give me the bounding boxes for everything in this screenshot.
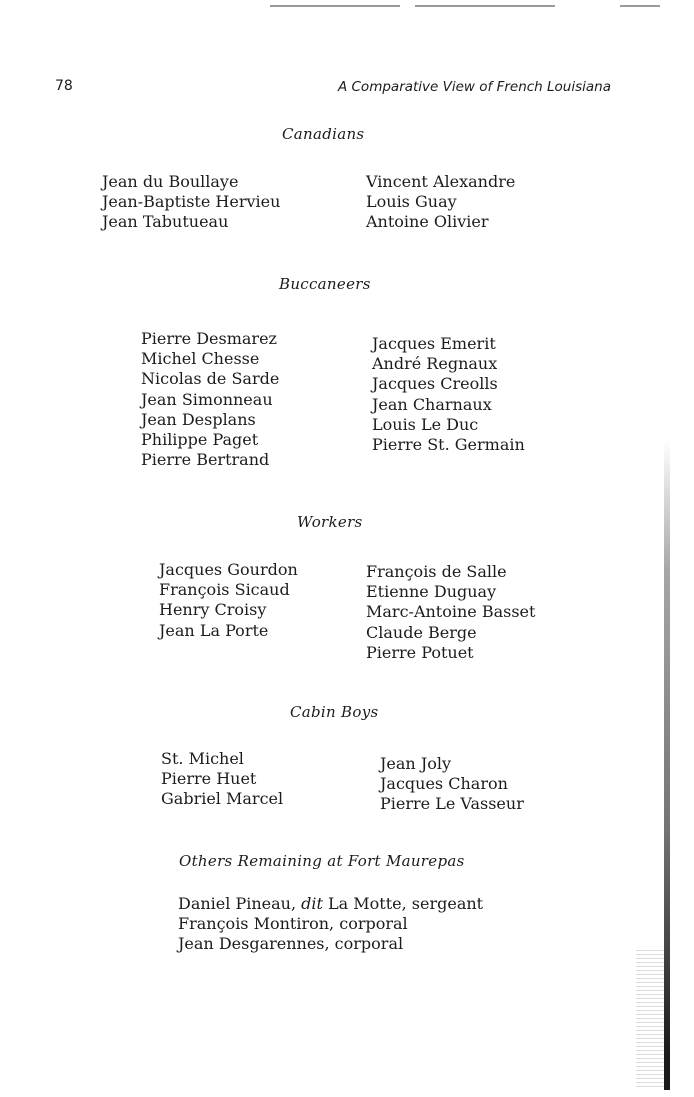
list-item: Jean-Baptiste Hervieu — [102, 192, 281, 212]
buccaneers-left-column — [141, 329, 279, 470]
list-item: Nicolas de Sarde — [141, 369, 280, 389]
list-item: Jean La Porte — [159, 620, 269, 640]
list-item: Marc-Antoine Basset — [366, 602, 536, 622]
list-item: Jean Desgarennes, corporal — [178, 934, 404, 954]
section-title-workers: Workers — [297, 513, 363, 531]
list-item: Jean Charnaux — [372, 394, 492, 414]
workers-right-column — [366, 562, 535, 663]
page-number: 78 — [55, 78, 73, 94]
list-item: Pierre Le Vasseur — [380, 794, 524, 814]
list-item: Philippe Paget — [141, 430, 259, 450]
others-line1-name: Daniel Pineau, — [178, 894, 297, 913]
list-item: Pierre Desmarez — [141, 329, 277, 348]
list-item: François Montiron, corporal — [178, 914, 408, 934]
section-title-cabin-boys: Cabin Boys — [290, 703, 379, 721]
list-item: St. Michel — [161, 749, 244, 768]
others-line1-rest: La Motte, sergeant — [328, 894, 484, 913]
list-item: Jacques Creolls — [372, 374, 498, 394]
scan-rule-right — [415, 5, 555, 7]
list-item: Pierre Potuet — [366, 642, 474, 662]
others-line1-dit: dit — [301, 894, 323, 913]
running-head: A Comparative View of French Louisiana — [337, 79, 611, 95]
list-item: Claude Berge — [366, 622, 477, 642]
list-item: Jean du Boullaye — [102, 172, 239, 191]
list-item: Gabriel Marcel — [161, 789, 284, 809]
list-item: Pierre St. Germain — [372, 435, 525, 455]
workers-left-column — [159, 560, 298, 641]
list-item: Henry Croisy — [159, 600, 267, 620]
list-item: Etienne Duguay — [366, 582, 497, 602]
list-item: Pierre Huet — [161, 769, 257, 789]
canadians-left-column — [102, 172, 280, 233]
list-item: Jacques Gourdon — [159, 560, 298, 579]
list-item: Jean Tabutueau — [102, 212, 229, 232]
scan-rule-far — [620, 5, 660, 7]
canadians-right-column — [366, 172, 515, 233]
scan-rule-left — [270, 5, 400, 7]
cabin-boys-left-column — [161, 749, 283, 810]
list-item: François de Salle — [366, 562, 507, 581]
buccaneers-right-column — [372, 334, 525, 455]
list-item: André Regnaux — [372, 354, 498, 374]
list-item: Jacques Charon — [380, 774, 508, 794]
section-title-others: Others Remaining at Fort Maurepas — [179, 852, 465, 870]
list-item: Michel Chesse — [141, 349, 260, 369]
list-item: Jean Desplans — [141, 409, 256, 429]
cabin-boys-right-column — [380, 754, 524, 815]
list-item: Pierre Bertrand — [141, 450, 270, 470]
others-column — [178, 894, 483, 955]
list-item — [178, 894, 483, 914]
list-item: Jacques Emerit — [372, 334, 496, 353]
list-item: Vincent Alexandre — [366, 172, 516, 191]
list-item: Antoine Olivier — [366, 212, 489, 232]
list-item: Louis Guay — [366, 192, 457, 212]
list-item: François Sicaud — [159, 580, 290, 600]
section-title-buccaneers: Buccaneers — [279, 275, 371, 293]
list-item: Jean Joly — [380, 754, 452, 773]
list-item: Jean Simonneau — [141, 389, 273, 409]
scan-edge-shadow — [664, 440, 670, 1090]
scan-edge-noise — [636, 950, 664, 1090]
section-title-canadians: Canadians — [282, 125, 365, 143]
list-item: Louis Le Duc — [372, 414, 479, 434]
